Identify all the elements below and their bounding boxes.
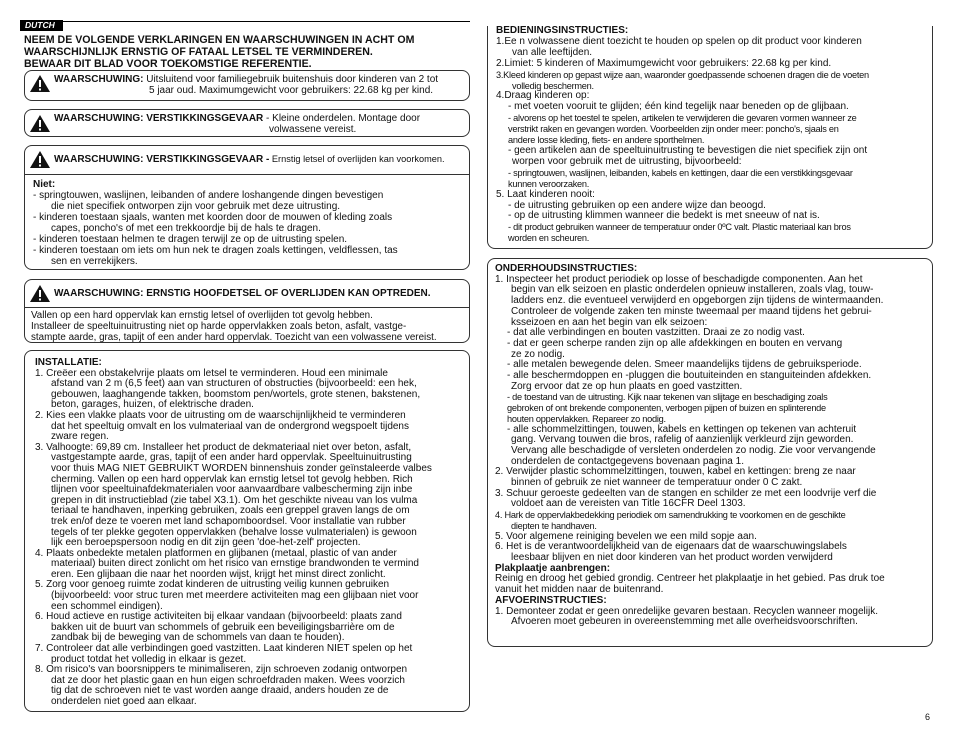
instruction-line: onderdelen de contactgegevens bovenaan pagina 1. [511,455,744,467]
decal-heading: Plakplaatje aanbrengen: [495,562,611,574]
instruction-line: ze zo nodig. [511,348,565,360]
instruction-line: tegels of ter plekke gegoten oppervlakken (behalve losse vulmaterialen) is gewoon [51,526,417,538]
instruction-line: van alle leeftijden. [512,46,593,58]
instruction-line: worden en scheuren. [508,233,590,244]
instruction-line: 6. Het is de verantwoordelijkheid van de eigenaars dat de waarschuwingslabels [495,541,847,553]
instruction-line: - alle schommelzittingen, touwen, kabels en kettingen op tekenen van achteruit [507,423,857,435]
operating-heading: BEDIENINGSINSTRUCTIES: [496,25,629,36]
instruction-line: - dat alle verbindingen en bouten vastzitten. Draai ze zo nodig vast. [507,327,805,339]
instruction-line: - dat er geen scherpe randen zijn op alle afdekkingen en bouten en vervang [507,337,843,349]
warning-head-injury [24,279,470,343]
instruction-line: - alvorens op het toestel te spelen, artikelen te verwijderen die gevaren vormen wanneer ze [508,113,857,124]
instruction-line: binnen of gebruik ze niet wanneer de temperatuur onder 0 C zakt. [511,477,803,489]
warning-label: WAARSCHUWING: ERNSTIG HOOFDETSEL OF OVERLIJDEN KAN OPTREDEN. [54,288,431,299]
instruction-line: cherming. Vallen op een hard oppervlak kan ernstig letsel tot gevolg hebben. Rich [51,473,413,485]
disposal-heading: AFVOERINSTRUCTIES: [495,594,607,606]
instruction-line: (bijvoorbeeld: voor struc turen met meerdere activiteiten mag een glijbaan niet voor [51,590,419,602]
decal-text: Reinig en droog het gebied grondig. Centreer het plakplaatje in het gebied. Pas druk toe [495,573,885,585]
instruction-line: 1. Demonteer zodat er geen onredelijke gevaren bestaan. Recyclen wanneer mogelijk. [495,605,879,617]
instruction-line: Controleer de volgende zaken ten minste tweemaal per maand tijdens het gebrui- [511,305,872,317]
instruction-line: 7. Controleer dat alle verbindingen goed vastzitten. Laat kinderen NIET spelen op het [35,643,413,655]
instruction-line: 6. Houd actieve en rustige activiteiten bij elkaar vandaan (bijvoorbeeld: plaats zand [35,611,402,623]
instruction-line: beton, garages, huizen, of elektrische draden. [51,399,254,411]
warning-text: Uitsluitend voor familiegebruik buitenshuis door kinderen van 2 tot [146,74,439,85]
instruction-line: houten oppervlakken. Repareer zo nodig. [507,413,666,424]
instruction-line: materiaal) buiten direct zonlicht om het risico van ernstige brandwonden te vermind [51,558,419,570]
warning-label: WAARSCHUWING: [54,74,144,85]
niet-item: - kinderen toestaan helmen te dragen terwijl ze op de uitrusting spelen. [33,234,348,245]
instruction-line: Afvoeren moet gebeuren in overeenstemming met alle overheidsvoorschriften. [511,616,858,628]
instruction-line: Zorg ervoor dat ze op hun plaats en goed vastzitten. [511,380,743,392]
instruction-line: 5. Laat kinderen nooit: [496,188,595,200]
instruction-line: worpen voor gebruik met de uitrusting, bijvoorbeeld: [512,155,742,167]
instruction-line: ksseizoen en aan het begin van elk seizoen: [511,316,708,328]
instruction-line: bakken uit de buurt van schommels of gebruik een beveiligingsbarrière om de [51,621,395,633]
instruction-line: afstand van 2 m (6,5 feet) aan van structuren of obstructies (bijvoorbeeld: een hek, [51,378,417,390]
instruction-line: 4.Draag kinderen op: [496,90,590,102]
instruction-line: grepen in dit instructieblad (zie tabel X3.1). Om het geschikte niveau van los vulma [51,494,418,506]
instruction-line: lijk een beroepspersoon nodig en dit zijn geen 'doe-het-zelf' projecten. [51,537,361,549]
instruction-line: 4. Plaats onbedekte metalen platformen en glijbanen (metaal, plastic of van ander [35,547,397,559]
warning-text: Vallen op een hard oppervlak kan ernstig letsel of overlijden tot gevolg hebben. [31,310,373,321]
instruction-line: eren. Een glijbaan die naar het noorden wijst, krijgt het minst direct zonlicht. [51,568,386,580]
language-rule [20,21,470,22]
instruction-line: voor thuis MAG NIET GEBRUIKT WORDEN binnenshuis zonder geïnstaleerde valbes [51,462,432,474]
warning-text: Ernstig letsel of overlijden kan voorkomen. [269,154,445,164]
instruction-line: 1. Creëer een obstakelvrije plaats om letsel te verminderen. Houd een minimale [35,367,388,379]
instruction-line: 2. Verwijder plastic schommelzittingen, touwen, kabel en kettingen: breng ze naar [495,466,856,478]
instruction-line: ladders enz. die eventueel verwijderd en opgeborgen zijn tijdens de wintermaanden. [511,295,884,307]
instruction-line: 2.Limiet: 5 kinderen of Maximumgewicht voor gebruikers: 22.68 kg per kind. [496,57,832,69]
intro-heading [24,34,464,70]
instruction-line: 5. Voor algemene reiniging bevelen we een mild sopje aan. [495,530,757,542]
instruction-line: - alle beschermdoppen en -pluggen die boutuiteinden en stanguiteinden afdekken. [507,370,872,382]
warning-text: Installeer de speeltuinuitrusting niet op harde oppervlakken zoals beton, asfalt, vastge- [31,320,407,332]
warning-text: 5 jaar oud. Maximumgewicht voor gebruikers: 22.68 kg per kind. [149,85,434,96]
instruction-line: - springtouwen, waslijnen, leibanden, kabels en kettingen, daar die een verstikkingsgevaar [508,167,853,178]
warning-label: WAARSCHUWING: VERSTIKKINGSGEVAAR [54,113,264,124]
instruction-line: volledig beschermen. [512,80,594,91]
installation-heading: INSTALLATIE: [35,357,102,368]
intro-line: NEEM DE VOLGENDE VERKLARINGEN EN WAARSCHUWINGEN IN ACHT OM [24,34,415,46]
warning-triangle-icon [29,150,51,169]
instruction-line: 2. Kies een vlakke plaats voor de uitrusting om de waarschijnlijkheid te verminderen [35,409,406,421]
instruction-line: zandbak bij de beweging van de schommels van daan te houden). [51,632,345,644]
warning-choking-serious [24,145,470,270]
instruction-line: onderdelen niet goed aan elkaar. [51,696,197,707]
instruction-line: gebroken of ont brekende componenten, verbogen pijpen of buizen en splinterende [507,403,826,414]
instruction-line: zware regen. [51,431,109,443]
instruction-line: begin van elk seizoen en plastic onderdelen opnieuw installeren, zoals vlag, touw- [511,284,874,296]
intro-line: WAARSCHIJNLIJK ERNSTIG OF FATAAL LETSEL TE VERMINDEREN. [24,46,373,58]
instruction-line: een schommel eindigen). [51,600,163,612]
instruction-line: 3. Valhoogte: 69,89 cm. Installeer het product de dekmateriaal niet over beton, asfalt, [35,441,412,453]
warning-triangle-icon [29,284,51,303]
instruction-line: - alle metalen bewegende delen. Smeer maandelijks tijdens de gebruiksperiode. [507,359,862,371]
warning-family-use [24,70,470,101]
instruction-line: dat ze door het plastic gaan en hun eigen schroefdraden maken. Wees voorzich [51,674,405,686]
instruction-line: leesbaar blijven en niet door kinderen van het product worden verwijderd [511,551,833,563]
warning-label: WAARSCHUWING: VERSTIKKINGSGEVAAR - [54,154,270,165]
page-number: 6 [925,712,931,722]
instruction-line: - de uitrusting gebruiken op een andere wijze dan beoogd. [508,199,766,211]
warning-text: stampte aarde, gras, tapijt of een ander hard oppervlak. Toezicht van een volwassene vereist. [31,331,437,343]
warning-text: volwassene vereist. [269,123,357,135]
instruction-line: 8. Om risico's van boorsnippers te minimaliseren, zijn schroeven zodanig ontworpen [35,664,408,676]
niet-label: Niet: [33,179,56,190]
instruction-line: dat het speeltuig omvalt en los vulmateriaal van de ondergrond wegspoelt tijdens [51,420,409,432]
instruction-line: gebouwen, laaghangende takken, boomstom pen/wortels, grote stenen, bakstenen, [51,388,421,400]
instruction-line: diepten te handhaven. [511,520,597,531]
warning-choking-small-parts [24,109,470,137]
instruction-line: 5. Zorg voor genoeg ruimte zodat kinderen de uitrusting veilig kunnen gebruiken [35,579,390,591]
instruction-line: tig dat de schroeven niet te vast worden aange draaid, anders houden ze de [51,685,389,697]
instruction-line: gang. Vervang touwen die bros, rafelig of aanzienlijk verkleurd zijn geworden. [511,434,854,446]
instruction-line: andere losse kleding, fiets- en andere sporthelmen. [508,135,705,146]
niet-item: - springtouwen, waslijnen, leibanden of andere loshangende dingen bevestigen die niet specifiek ontworpen zijn voor gebruik met deze uitrusting. [33,190,384,212]
decal-text: vanuit het midden naar de buitenrand. [495,584,664,596]
instruction-line: tlijnen voor speeltuinafdekmaterialen voor aanvaardbare valbescherming zijn inbe [51,484,413,496]
instruction-line: Vervang alle beschadigde of versleten onderdelen zo nodig. Zie voor vervangende [511,444,876,456]
instruction-line: teriaal te handhaven, inperking gebruiken, zoals een greppel graven langs de om [51,505,410,517]
instruction-line: voldoet aan de vereisten van Title 16CFR Deel 1303. [511,498,746,510]
instruction-line: verstrikt raken en gevangen worden. Voorbeelden zijn onder meer: poncho's, sjaals en [508,124,839,135]
instruction-line: 1.Ee n volwassene dient toezicht te houden op spelen op dit product voor kinderen [496,35,862,47]
warning-triangle-icon [29,114,51,133]
niet-item: - kinderen toestaan om iets om hun nek te dragen zoals kettingen, veldflessen, tas sen en verrekijkers. [33,245,398,267]
instruction-line: 3.Kleed kinderen op gepast wijze aan, waaronder goedpassende schoenen dragen die de voeten [496,69,869,80]
instruction-line: - geen artikelen aan de speeltuinuitrusting te bevestigen die niet specifiek zijn ont [508,144,868,156]
instruction-line: 3. Schuur geroeste gedeelten van de stangen en schilder ze met een loodvrije verf die [495,487,877,499]
instruction-line: 1. Inspecteer het product periodiek op losse of beschadigde componenten. Aan het [495,273,863,285]
maintenance-section [487,258,933,647]
instruction-line: vastgestampte aarde, gras, tapijt of een ander hard oppervlak. Speeltuinuitrusting [51,452,412,464]
instruction-line: - de toestand van de uitrusting. Kijk naar tekenen van slijtage en beschadiging zoals [507,392,828,403]
instruction-line: - met voeten vooruit te glijden; één kind tegelijk naar beneden op de glijbaan. [508,101,849,113]
instruction-line: 4. Hark de oppervlakbedekking periodiek om samendrukking te voorkomen en de geschikte [495,510,846,521]
installation-section [24,350,470,712]
instruction-line: - dit product gebruiken wanneer de temperatuur onder 0ºC valt. Plastic materiaal kan bros [508,222,851,233]
language-tag: DUTCH [20,20,63,31]
instruction-line: product totdat het volledig in elkaar is gezet. [51,653,247,665]
warning-text: - Kleine onderdelen. Montage door [263,113,421,124]
niet-item: - kinderen toestaan sjaals, wanten met koorden door de mouwen of kleding zoals capes, poncho's of met een trekkoordje bij de hals te dragen. [33,212,393,234]
maintenance-heading: ONDERHOUDSINSTRUCTIES: [495,263,638,274]
operating-section [487,26,933,249]
warning-triangle-icon [29,74,51,93]
instruction-line: - op de uitrusting klimmen wanneer die bedekt is met sneeuw of nat is. [508,210,820,222]
intro-line: BEWAAR DIT BLAD VOOR TOEKOMSTIGE REFERENTIE. [24,58,312,70]
instruction-line: kunnen veroorzaken. [508,178,590,189]
instruction-line: trek en/of deze te voeren met land schapomboordsel. Voor installatie van rubber [51,515,406,527]
